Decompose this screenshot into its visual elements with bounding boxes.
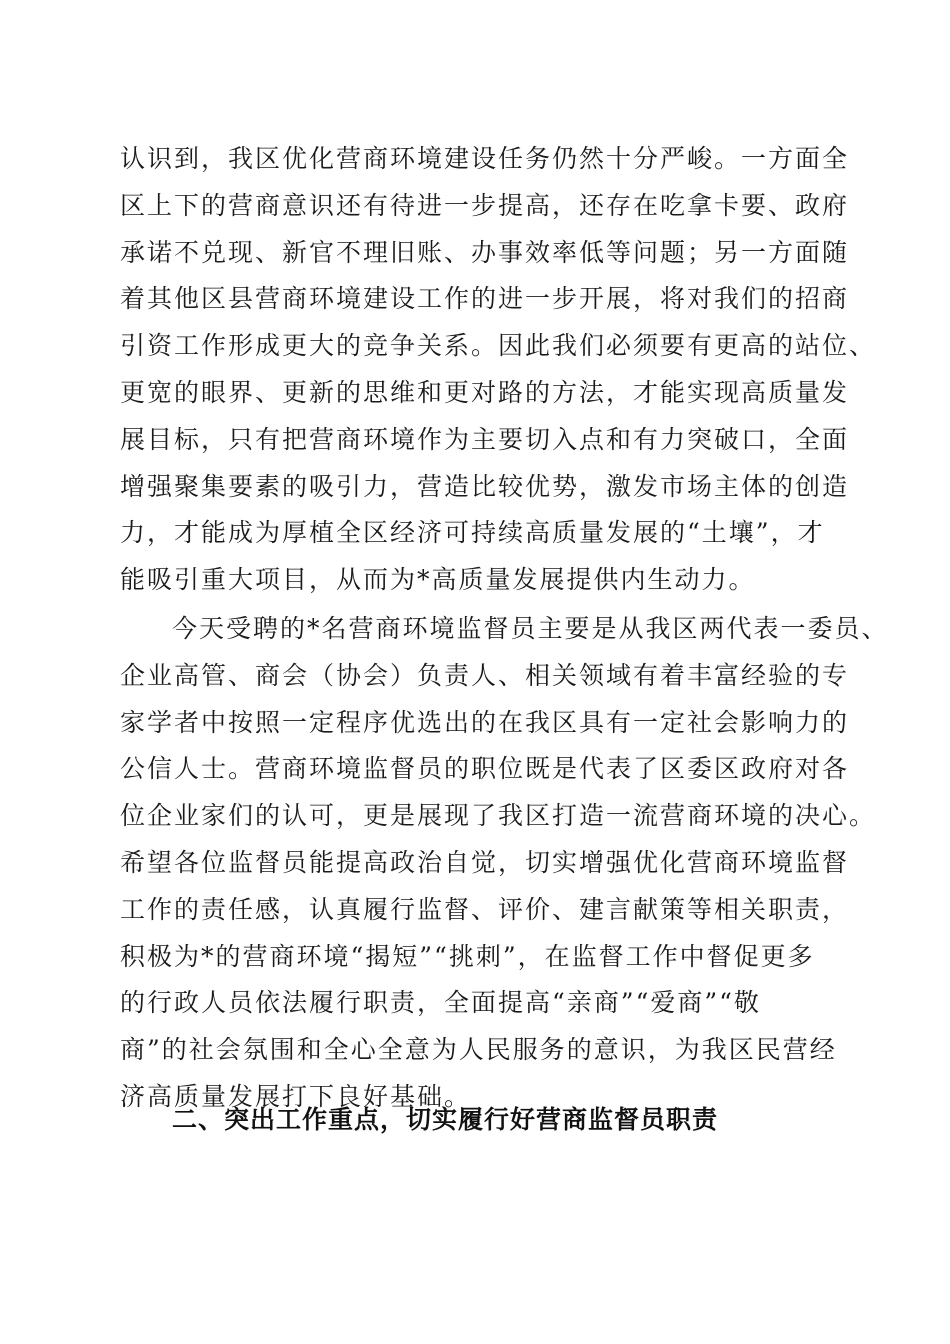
paragraph-line: 区上下的营商意识还有待进一步提高，还存在吃拿卡要、政府	[120, 190, 850, 220]
paragraph-line: 位企业家们的认可，更是展现了我区打造一流营商环境的决心。	[120, 801, 877, 831]
paragraph-line: 展目标，只有把营商环境作为主要切入点和有力突破口，全面	[120, 424, 850, 454]
paragraph-line: 能吸引重大项目，从而为*高质量发展提供内生动力。	[120, 565, 756, 595]
paragraph-line: 公信人士。营商环境监督员的职位既是代表了区委区政府对各	[120, 754, 850, 784]
paragraph-line: 力，才能成为厚植全区经济可持续高质量发展的“土壤”，才	[120, 518, 825, 548]
paragraph-line: 认识到，我区优化营商环境建设任务仍然十分严峻。一方面全	[120, 144, 850, 173]
paragraph-line: 工作的责任感，认真履行监督、评价、建言献策等相关职责，	[120, 894, 850, 924]
paragraph-line: 承诺不兑现、新官不理旧账、办事效率低等问题；另一方面随	[120, 237, 850, 267]
paragraph-line: 企业高管、商会（协会）负责人、相关领域有着丰富经验的专	[120, 660, 850, 690]
paragraph-line: 引资工作形成更大的竞争关系。因此我们必须要有更高的站位、	[120, 331, 877, 361]
paragraph-line: 的行政人员依法履行职责，全面提高“亲商”“爱商”“敬	[120, 988, 761, 1018]
paragraph-line: 商”的社会氛围和全心全意为人民服务的意识，为我区民营经	[120, 1035, 837, 1065]
paragraph-line: 更宽的眼界、更新的思维和更对路的方法，才能实现高质量发	[120, 377, 850, 407]
paragraph-2	[120, 610, 889, 1125]
paragraph-line: 济高质量发展打下良好基础。	[120, 1081, 472, 1111]
paragraph-line: 希望各位监督员能提高政治自觉，切实增强优化营商环境监督	[120, 847, 850, 877]
paragraph-line: 着其他区县营商环境建设工作的进一步开展，将对我们的招商	[120, 284, 850, 314]
paragraph-line: 增强聚集要素的吸引力，营造比较优势，激发市场主体的创造	[120, 471, 850, 501]
paragraph-line: 家学者中按照一定程序优选出的在我区具有一定社会影响力的	[120, 707, 850, 737]
paragraph-1	[120, 140, 877, 608]
paragraph-line: 今天受聘的*名营商环境监督员主要是从我区两代表一委员、	[172, 614, 889, 643]
section-heading: 二、突出工作重点，切实履行好营商监督员职责	[172, 1105, 719, 1134]
paragraph-line: 积极为*的营商环境“揭短”“挑刺”，在监督工作中督促更多	[120, 941, 815, 971]
